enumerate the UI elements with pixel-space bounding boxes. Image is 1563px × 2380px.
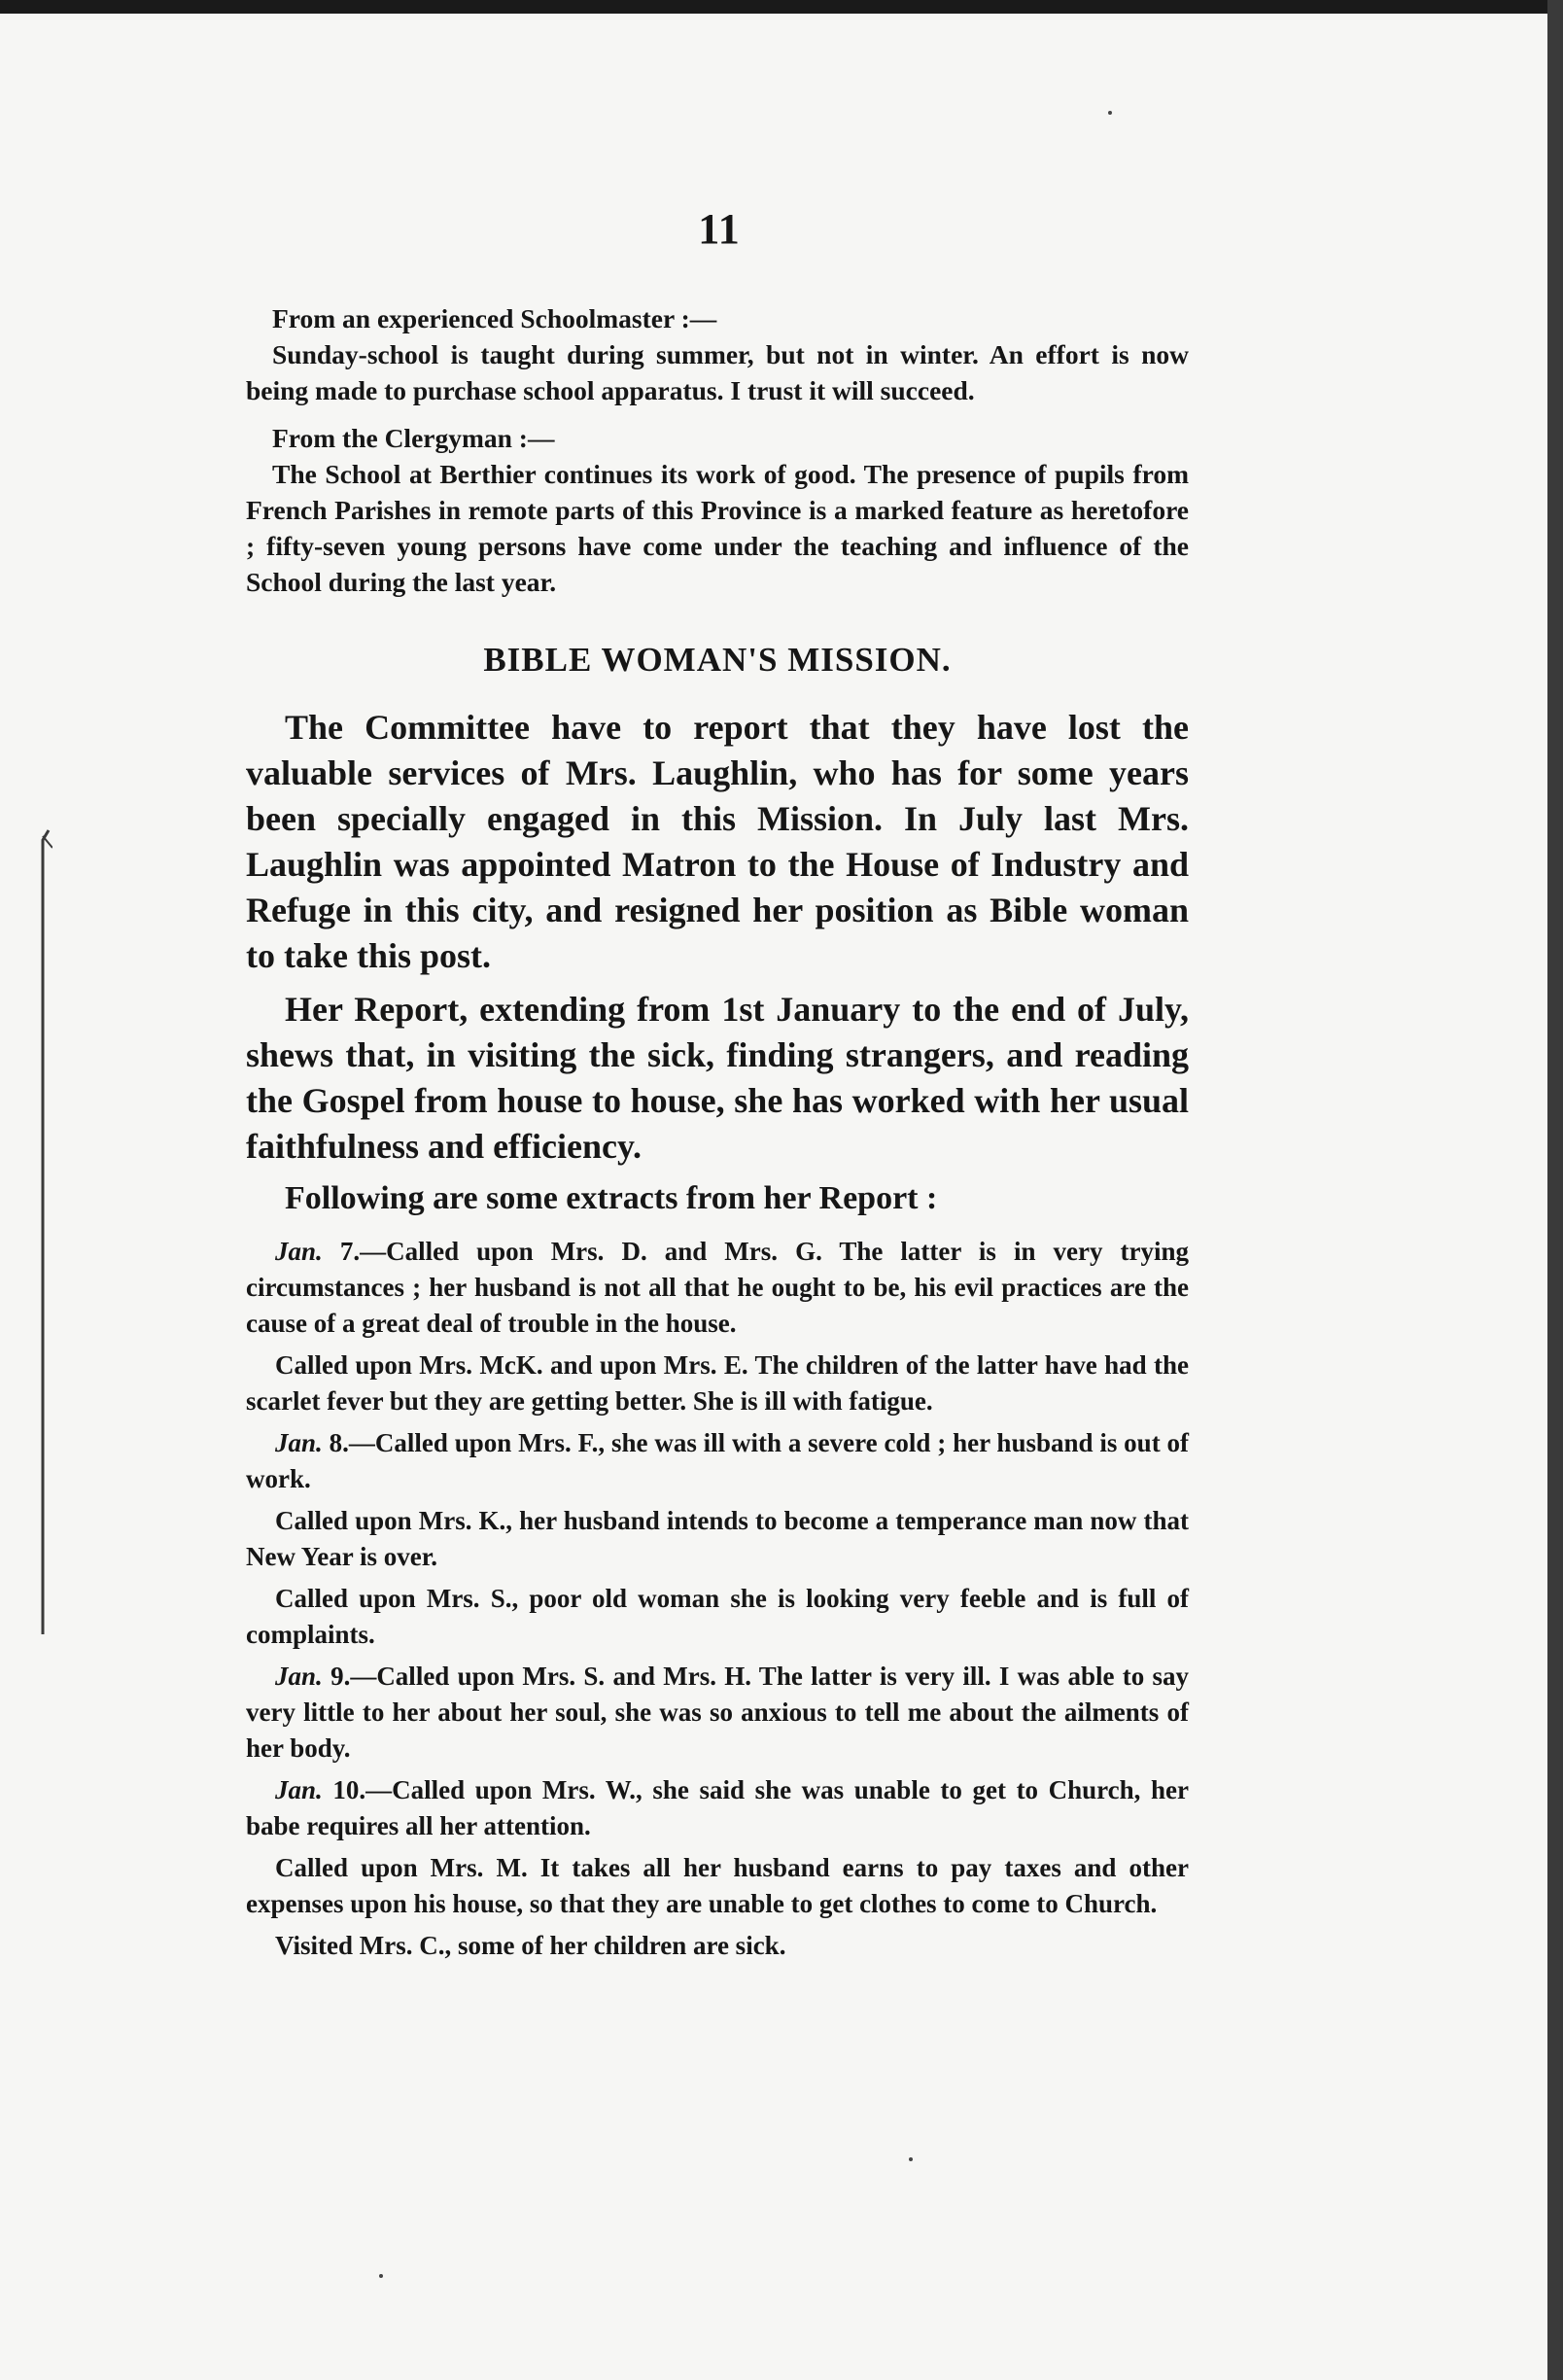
diary-entry xyxy=(246,1581,1189,1653)
clergyman-report xyxy=(246,420,1189,600)
diary-entry xyxy=(246,1348,1189,1419)
paper-speck xyxy=(909,2157,913,2161)
paper-speck xyxy=(1108,111,1112,115)
entry-date: Jan. xyxy=(275,1428,323,1457)
section-heading: BIBLE WOMAN'S MISSION. xyxy=(483,641,952,679)
report-source: From the Clergyman :— xyxy=(272,423,555,453)
entry-date: Jan. xyxy=(275,1237,323,1266)
diary-entry xyxy=(246,1659,1189,1767)
entry-text: Called upon Mrs. S., poor old woman she is looking very feeble and is full of complaints. xyxy=(246,1584,1189,1649)
report-paragraph: The Committee have to report that they have lost the valuable services of Mrs. Laughlin, who has for some years been specially engaged in this Mission. In July last Mrs. Laughlin was appointed Matron to the House of Industry and Refuge in this city, and resigned her position as Bible woman to take this post. xyxy=(246,708,1189,975)
diary-entries xyxy=(246,1234,1189,1964)
margin-bracket-mark xyxy=(37,826,52,1638)
entry-text: Called upon Mrs. K., her husband intends to become a temperance man now that New Year is over. xyxy=(246,1506,1189,1571)
entry-text: 8.—Called upon Mrs. F., she was ill with a severe cold ; her husband is out of work. xyxy=(246,1428,1190,1493)
page-number: 11 xyxy=(698,205,741,253)
extracts-intro: Following are some extracts from her Report : xyxy=(285,1180,938,1216)
report-text: The School at Berthier continues its work of good. The presence of pupils from French Parishes in remote parts of this Province is a marked feature as heretofore ; fifty-seven young persons have come under the teaching and influence of the School during the last year. xyxy=(246,459,1189,597)
diary-entry xyxy=(246,1928,1189,1964)
scan-edge xyxy=(1547,0,1563,2380)
paper-speck xyxy=(379,2274,383,2278)
diary-entry xyxy=(246,1503,1189,1575)
report-source: From an experienced Schoolmaster :— xyxy=(272,303,717,333)
entry-date: Jan. xyxy=(275,1775,323,1804)
report-paragraph: Her Report, extending from 1st January to the end of July, shews that, in visiting the sick, finding strangers, and reading the Gospel from house to house, she has worked with her usual faithfulness and efficiency. xyxy=(246,990,1189,1166)
document-page xyxy=(0,14,1547,2380)
report-text: Sunday-school is taught during summer, but not in winter. An effort is now being made to purchase school apparatus. I trust it will succeed. xyxy=(246,339,1189,405)
entry-text: Called upon Mrs. McK. and upon Mrs. E. The children of the latter have had the scarlet fever but they are getting better. She is ill with fatigue. xyxy=(246,1350,1189,1416)
schoolmaster-report xyxy=(246,300,1189,408)
diary-entry xyxy=(246,1850,1189,1922)
mission-report xyxy=(246,705,1189,1170)
entry-text: 7.—Called upon Mrs. D. and Mrs. G. The latter is in very trying circumstances ; her husband is not all that he ought to be, his evil practices are the cause of a great deal of trouble in the house. xyxy=(246,1237,1190,1338)
entry-date: Jan. xyxy=(275,1662,323,1691)
entry-text: 10.—Called upon Mrs. W., she said she was unable to get to Church, her babe requires all her attention. xyxy=(246,1775,1190,1840)
diary-entry xyxy=(246,1425,1189,1497)
entry-text: 9.—Called upon Mrs. S. and Mrs. H. The latter is very ill. I was able to say very little to her about her soul, she was so anxious to tell me about the ailments of her body. xyxy=(246,1662,1190,1763)
diary-entry xyxy=(246,1772,1189,1844)
intro-section xyxy=(246,300,1189,600)
diary-entry xyxy=(246,1234,1189,1342)
entry-text: Visited Mrs. C., some of her children are sick. xyxy=(275,1931,786,1960)
text-column xyxy=(246,300,1189,1970)
entry-text: Called upon Mrs. M. It takes all her husband earns to pay taxes and other expenses upon his house, so that they are unable to get clothes to come to Church. xyxy=(246,1853,1189,1918)
